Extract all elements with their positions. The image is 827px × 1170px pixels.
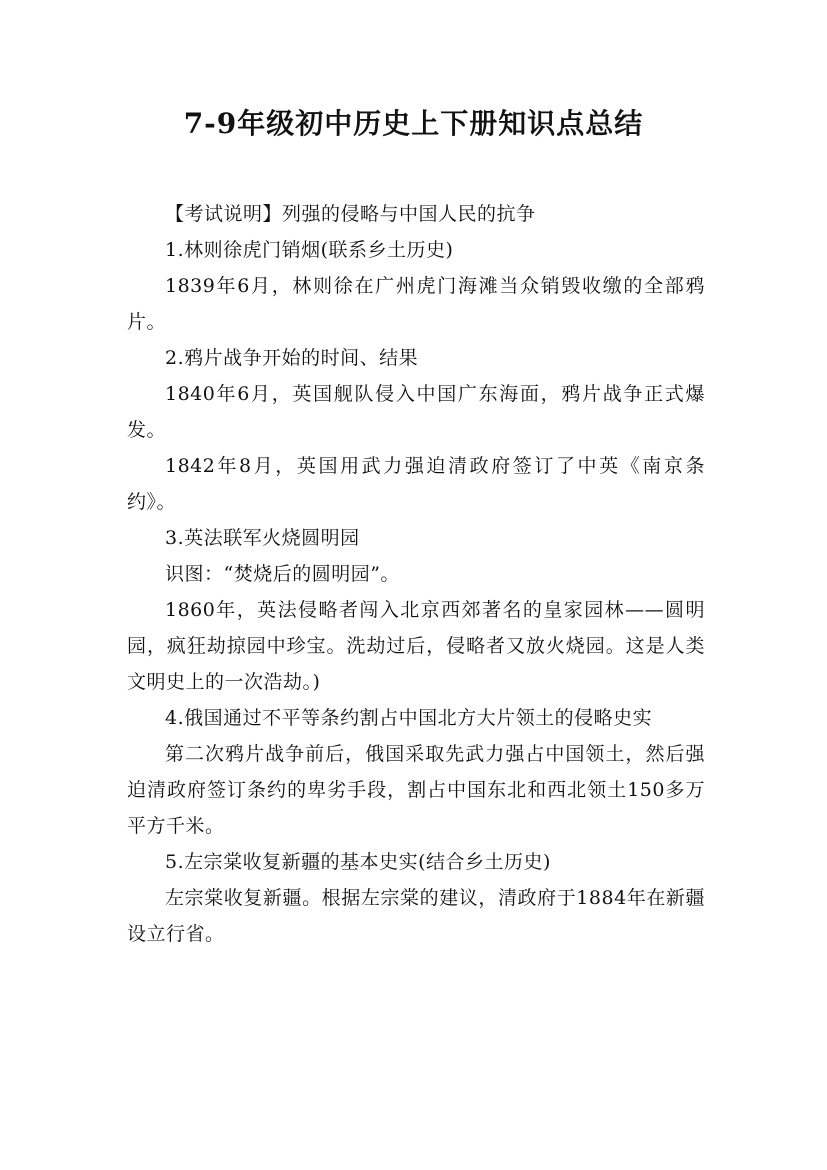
- paragraph-heading-3: 3.英法联军火烧圆明园: [165, 527, 360, 549]
- paragraph-text: 1842年8月，英国用武力强迫清政府签订了中英《南京条约》。: [127, 455, 705, 513]
- paragraph-text: 1840年6月，英国舰队侵入中国广东海面，鸦片战争正式爆发。: [127, 383, 705, 441]
- paragraph-text: 识图：“焚烧后的圆明园”。: [165, 563, 400, 585]
- paragraph-exam-note: 【考试说明】列强的侵略与中国人民的抗争: [165, 203, 536, 225]
- paragraph-heading-2: 2.鸦片战争开始的时间、结果: [165, 347, 419, 369]
- paragraph-heading-5: 5.左宗棠收复新疆的基本史实(结合乡土历史): [165, 851, 551, 873]
- paragraph-heading-1: 1.林则徐虎门销烟(联系乡土历史): [165, 239, 454, 261]
- paragraph-text: 左宗棠收复新疆。根据左宗棠的建议，清政府于1884年在新疆设立行省。: [127, 887, 705, 945]
- paragraph-heading-4: 4.俄国通过不平等条约割占中国北方大片领土的侵略史实: [165, 707, 653, 729]
- paragraph-text: 1860年，英法侵略者闯入北京西郊著名的皇家园林——圆明园，疯狂劫掠园中珍宝。洗劫过后，侵略者又放火烧园。这是人类文明史上的一次浩劫。): [127, 599, 705, 693]
- document-body: [127, 196, 705, 952]
- paragraph-text: 第二次鸦片战争前后，俄国采取先武力强占中国领土，然后强迫清政府签订条约的卑劣手段，割占中国东北和西北领土150多万平方千米。: [127, 743, 705, 837]
- document-title: 7-9年级初中历史上下册知识点总结: [183, 107, 644, 140]
- paragraph-text: 1839年6月，林则徐在广州虎门海滩当众销毁收缴的全部鸦片。: [127, 275, 705, 333]
